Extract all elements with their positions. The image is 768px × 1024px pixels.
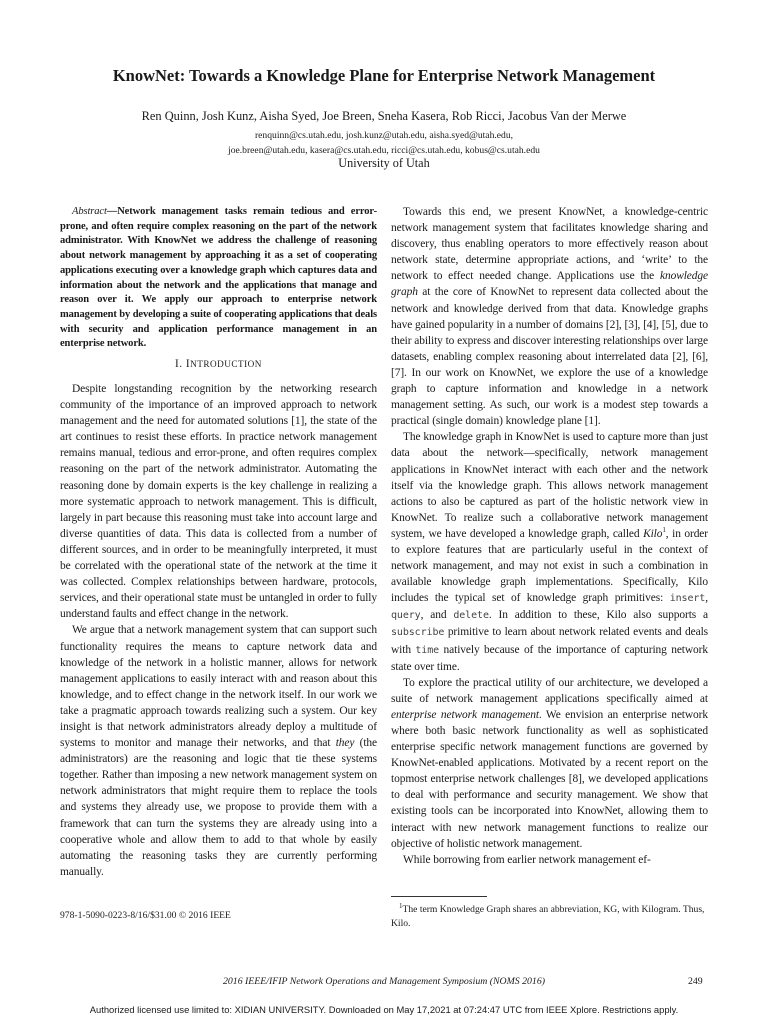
code-delete: delete [453,610,489,622]
code-query: query [391,610,421,622]
paragraph-4-text-a: The knowledge graph in KnowNet is used to capture more than just data about the network—specifically, network management applications in KnowNet interact with each other and the network itself via the knowledge graph. This allows network management actions to also be captured as part of the holistic network view in KnowNet. To realize such a collaborative network management system, we have developed a knowledge graph, called [391,431,708,540]
paragraph-2-text-b: (the administrators) are the reasoning and logic that tie these systems together. Rather than imposing a new network management system on network administrators that might require them to replace the tools and systems they already use, we propose to provide them with a framework that can turn the systems they are already using into a cooperative whole and allow them to add to that whole by easily automating the reasoning tasks they are currently performing manually. [60,737,377,878]
paragraph-3 [391,204,708,429]
code-time: time [415,644,440,656]
paragraph-2 [60,622,377,880]
emails-line-2: joe.breen@utah.edu, kasera@cs.utah.edu, ricci@cs.utah.edu, kobus@cs.utah.edu [228,145,540,156]
paragraph-2-emphasis: they [335,737,355,750]
paragraph-5-text-b: . We envision an enterprise network where both basic network functionality as well as sophisticated enterprise specific network management functions are governed by KnowNet-enabled applications. Motivated by a recent report on the topmost enterprise network challenges [8], we developed applications to deal with performance and security management. We show that existing tools can be incorporated into KnowNet, allowing them to interact with new network management functions to realize our objective of holistic network management. [391,708,708,850]
paragraph-2-text-a: We argue that a network management system that can support such functionality requires the means to capture network data and knowledge of the network in a holistic manner, allows for network management applications to easily interact with and reason about this knowledge, and to effect change in the network itself. In our work we take a pragmatic approach towards realizing such a system. Our key insight is that network administrators already deploy a multitude of systems to monitor and manage their networks, and that [60,624,377,750]
affiliation: University of Utah [338,156,430,170]
footnote-ref[interactable]: 1 [662,526,666,535]
footnote-mark: 1 [399,901,403,910]
section-heading-introduction [60,358,377,370]
paragraph-3-emphasis: knowledge graph [391,270,708,299]
paragraph-4-text-g: natively because of the importance of capturing network state over time. [391,643,708,673]
paragraph-4-text-b: , in order to explore features that are particularly useful in the context of network management, and may not exist in such a combination in available knowledge graph implementations. Specifically, Kilo includes the typical set of knowledge graph primitives: [391,527,708,605]
paragraph-4-text-f: primitive to learn about network related events and deals with [391,626,708,656]
footnote-text: The term Knowledge Graph shares an abbreviation, KG, with Kilogram. Thus, Kilo. [391,904,705,929]
paragraph-4 [391,429,708,674]
abstract-text: Network management tasks remain tedious and error-prone, and often require complex reasoning on the part of the network administrator. With KnowNet we address the challenge of reasoning about network management by approaching it as a set of cooperating applications executing over a knowledge graph which captures data and information about the network and the applications that manage and reason over it. We apply our approach to enterprise network management by developing a suite of cooperating applications that deals with security and application performance management in an enterprise network. [60,206,377,350]
intro-right-column [391,204,708,868]
paragraph-6: While borrowing from earlier network management ef- [403,853,651,866]
conference-footer: 2016 IEEE/IFIP Network Operations and Management Symposium (NOMS 2016) [223,976,545,987]
paragraph-5 [391,675,708,852]
paragraph-5-text-a: To explore the practical utility of our architecture, we developed a suite of network management applications specifically aimed at [391,676,708,705]
abstract-label: Abstract [72,206,107,217]
author-list: Ren Quinn, Josh Kunz, Aisha Syed, Joe Breen, Sneha Kasera, Rob Ricci, Jacobus Van der Merwe [141,109,627,123]
paper-title: KnowNet: Towards a Knowledge Plane for Enterprise Network Management [112,66,656,85]
paragraph-4-text-c: , [705,592,708,605]
code-subscribe: subscribe [391,627,445,639]
paragraph-3-text-a: Towards this end, we present KnowNet, a knowledge-centric network management system that facilitates knowledge sharing and discovery, thus enabling operators to more effectively reason about network state, determine appropriate actions, and ‘write’ to the network to effect needed change. Applications use the [391,206,708,283]
section-title-initial: I [185,358,191,370]
abstract [60,205,377,352]
paragraph-3-text-b: at the core of KnowNet to represent data collected about the network and knowledge derived from that data. Knowledge graphs have gained popularity in a number of domains [2], [3], [4], [5], due to their ability to express and discover interesting relationships over large datasets, enabling complex reasoning about interrelated data [2], [6], [7]. In our work on KnowNet, we explore the use of a knowledge graph to capture information and knowledge in a network management setting. As such, our work is a modest step towards a practical (single domain) knowledge plane [1]. [391,286,708,428]
author-emails [40,128,728,158]
paragraph-4-text-e: . In addition to these, Kilo also supports a [488,609,709,622]
page-number: 249 [688,976,703,987]
footnote [391,903,708,931]
paragraph-4-text-d: , and [420,609,454,622]
paragraph-5-emphasis: enterprise network management [391,708,539,721]
abstract-dash: — [106,206,118,217]
code-insert: insert [669,593,706,605]
emails-line-1: renquinn@cs.utah.edu, josh.kunz@utah.edu, aisha.syed@utah.edu, [254,130,514,141]
kilo-term: Kilo [643,527,663,540]
intro-left-column [60,381,377,880]
copyright-notice: 978-1-5090-0223-8/16/$31.00 © 2016 IEEE [60,910,231,921]
section-title-rest: NTRODUCTION [190,359,262,369]
section-number: I. [175,358,183,370]
footnote-divider [391,896,487,897]
paragraph-1: Despite longstanding recognition by the networking research community of the importance of an improved approach to network management and the need for automated solutions [1], the state of the art continues to resist these efforts. In practice network management remains manual, tedious and error-prone, and often requires complex reasoning on the part of the network administrator. Automating the reasoning done by domain experts is the key challenge in realizing a more systematic approach to network management. This is difficult, largely in part because this reasoning must take into account large and diverse quantities of data. This data is collected from a number of different sources, and in order to be meaningfully interpreted, it must be correlated with the operational state of the network at the time it was collected. Complex relationships between hardware, protocols, services, and their operational state must be untangled in order to fully understand faults and effect change in the network. [60,383,377,621]
license-notice: Authorized licensed use limited to: XIDIAN UNIVERSITY. Downloaded on May 17,2021 at 07:24:47 UTC from IEEE Xplore. Restrictions apply. [89,1004,679,1015]
